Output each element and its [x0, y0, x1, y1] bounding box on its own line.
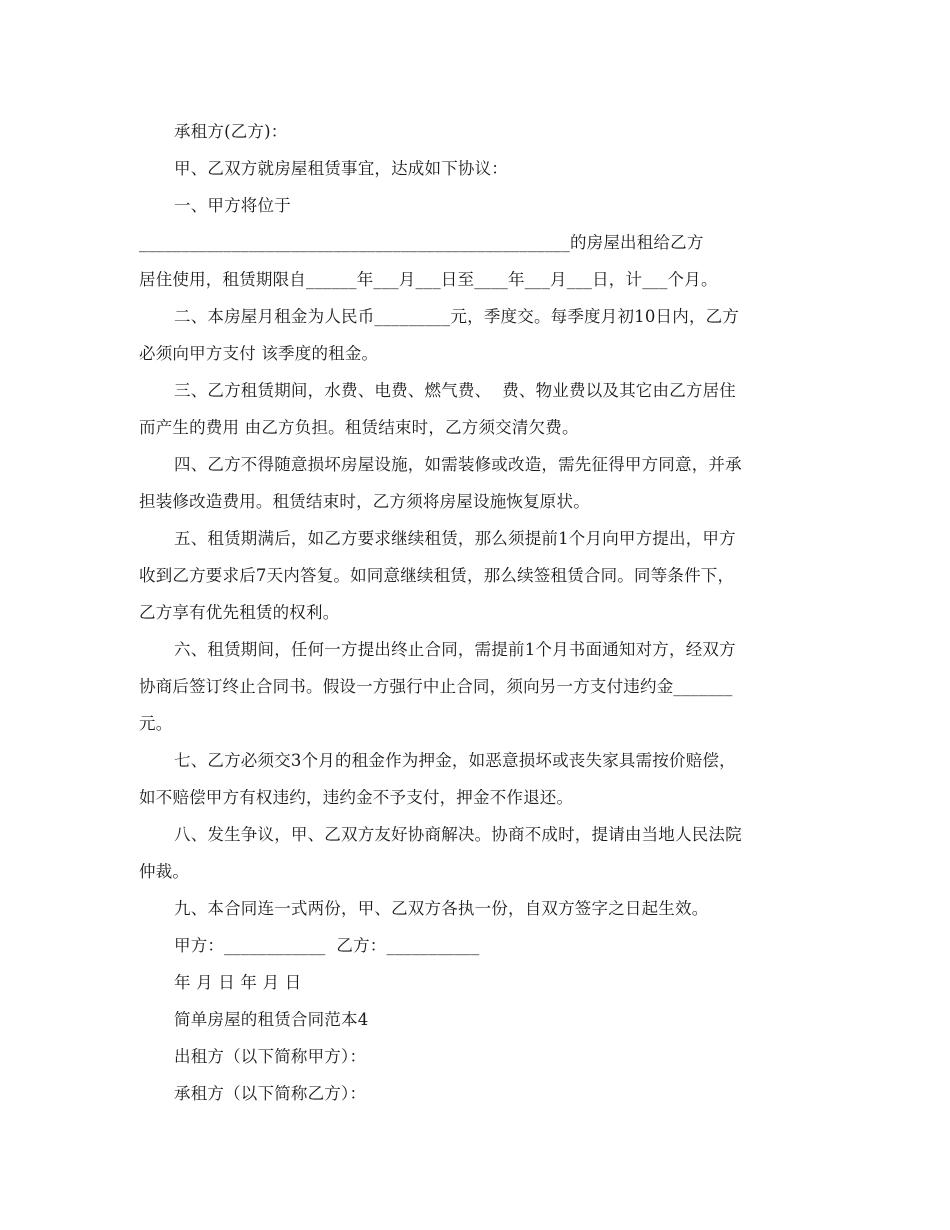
clause-5-line-1: 五、租赁期满后，如乙方要求继续租赁，那么须提前1个月向甲方提出，甲方	[174, 529, 736, 548]
lessee-label: 承租方（以下简称乙方）：	[174, 1084, 367, 1103]
clause-1-address-line: ___________________________________________________的房屋出租给乙方	[139, 233, 704, 252]
clause-3-line-2: 而产生的费用 由乙方负担。租赁结束时，乙方须交清欠费。	[139, 418, 579, 437]
clause-7-line-2: 如不赔偿甲方有权违约，违约金不予支付，押金不作退还。	[139, 788, 574, 807]
signature-line: 甲方：____________ 乙方：___________	[174, 936, 480, 955]
clause-4-line-1: 四、乙方不得随意损坏房屋设施，如需装修或改造，需先征得甲方同意，并承	[174, 455, 742, 474]
section-title: 简单房屋的租赁合同范本4	[174, 1010, 369, 1029]
clause-7-line-1: 七、乙方必须交3个月的租金作为押金，如恶意损坏或丧失家具需按价赔偿，	[174, 751, 736, 770]
clause-4-line-2: 担装修改造费用。租赁结束时，乙方须将房屋设施恢复原状。	[139, 492, 590, 511]
clause-1-term-line: 居住使用，租赁期限自______年___月___日至____年___月___日，计___个月。	[139, 270, 718, 289]
clause-5-line-3: 乙方享有优先租赁的权利。	[139, 603, 340, 622]
clause-8-line-2: 仲裁。	[139, 862, 190, 881]
clause-8-line-1: 八、发生争议，甲、乙双方友好协商解决。协商不成时，提请由当地人民法院	[174, 825, 742, 844]
lessee-b-label: 承租方(乙方)：	[174, 122, 288, 141]
clause-1-start: 一、甲方将位于	[174, 196, 291, 215]
clause-6-line-2: 协商后签订终止合同书。假设一方强行中止合同，须向另一方支付违约金_______	[139, 677, 733, 696]
lessor-label: 出租方（以下简称甲方）：	[174, 1047, 367, 1066]
clause-2-line-2: 必须向甲方支付 该季度的租金。	[139, 344, 379, 363]
agreement-intro: 甲、乙双方就房屋租赁事宜，达成如下协议：	[174, 159, 508, 178]
clause-3-line-1: 三、乙方租赁期间，水费、电费、燃气费、 费、物业费以及其它由乙方居住	[174, 381, 736, 400]
clause-6-line-3: 元。	[139, 714, 173, 733]
date-line: 年 月 日 年 月 日	[174, 973, 302, 992]
clause-5-line-2: 收到乙方要求后7天内答复。如同意继续租赁，那么续签租赁合同。同等条件下，	[139, 566, 735, 585]
clause-2-line-1: 二、本房屋月租金为人民币_________元，季度交。每季度月初10日内，乙方	[174, 307, 740, 326]
clause-9: 九、本合同连一式两份，甲、乙双方各执一份，自双方签字之日起生效。	[174, 899, 709, 918]
clause-6-line-1: 六、租赁期间，任何一方提出终止合同，需提前1个月书面通知对方，经双方	[174, 640, 736, 659]
